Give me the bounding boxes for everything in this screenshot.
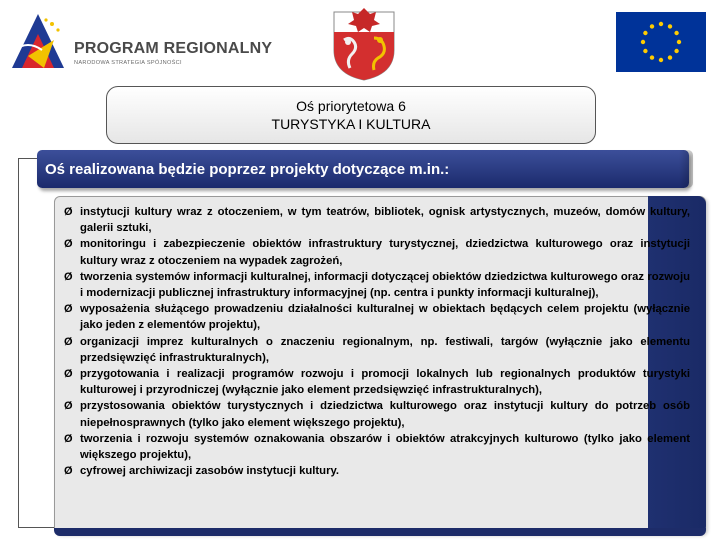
list-item-text: cyfrowej archiwizacji zasobów instytucji kultury. xyxy=(80,465,340,478)
connector-line-left xyxy=(18,158,19,528)
list-item xyxy=(64,463,690,479)
bullet-arrow-icon: Ø xyxy=(64,400,73,413)
list-item-text: tworzenia systemów informacji kulturalnej, informacji dotyczącej obiektów dziedzictwa kulturowego oraz rozwoju i modernizacji publicznej infrastruktury informacyjnej (np. centra i punkty informacji kulturalnej), xyxy=(80,270,690,300)
coat-of-arms-icon xyxy=(330,6,398,82)
list-item-text: wyposażenia służącego prowadzeniu działalności kulturalnej w obiektach będących celem projektu (wyłącznie jako jeden z elementów projektu), xyxy=(80,303,690,332)
list-item xyxy=(64,236,690,268)
list-item xyxy=(64,269,690,301)
list-item xyxy=(64,366,690,398)
bullet-arrow-icon: Ø xyxy=(64,303,73,316)
list-item-text: organizacji imprez kulturalnych o znaczeniu regionalnym, np. festiwali, targów (wyłącznie jako elementu przedsięwzięć infrastrukturalnych), xyxy=(80,335,690,364)
list-item-text: przystosowania obiektów turystycznych i dziedzictwa kulturowego oraz instytucji kultury do potrzeb osób niepełnosprawnych (tylko jako element większego projektu), xyxy=(80,400,690,429)
list-item-text: tworzenia i rozwoju systemów oznakowania obszarów i obiektów atrakcyjnych kulturowo (tylko jako element większego projektu), xyxy=(80,432,690,462)
connector-line-bottom xyxy=(18,527,56,528)
subtitle-bar: Oś realizowana będzie poprzez projekty dotyczące m.in.: xyxy=(37,150,689,188)
logo-subtitle: NARODOWA STRATEGIA SPÓJNOŚCI xyxy=(74,60,182,66)
bullet-arrow-icon: Ø xyxy=(64,368,73,381)
project-list xyxy=(64,204,690,479)
bullet-arrow-icon: Ø xyxy=(64,465,73,478)
list-item xyxy=(64,204,690,236)
program-regionalny-logo-icon xyxy=(8,10,66,72)
header xyxy=(0,0,720,80)
content-bottom-bar xyxy=(54,528,706,536)
bullet-arrow-icon: Ø xyxy=(64,432,73,445)
list-item-text: przygotowania i realizacji programów rozwoju i promocji lokalnych lub regionalnych produktów turystyki kulturowej i przyrodniczej (wyłącznie jako element przedsięwzięć infrastrukturalnych), xyxy=(80,368,690,397)
list-item-text: monitoringu i zabezpieczenie obiektów infrastruktury turystycznej, dziedzictwa kulturowego oraz instytucji kultury wraz z otoczeniem na wypadek zagrożeń, xyxy=(80,238,690,267)
list-item-text: instytucji kultury wraz z otoczeniem, w tym teatrów, bibliotek, ognisk artystycznych, muzeów, domów kultury, galerii sztuki, xyxy=(80,206,690,235)
logo-title: PROGRAM REGIONALNY xyxy=(74,40,273,57)
list-item xyxy=(64,431,690,463)
section-title-line2: TURYSTYKA I KULTURA xyxy=(271,116,431,132)
section-title-line1: Oś priorytetowa 6 xyxy=(296,98,406,114)
section-title-box xyxy=(106,86,596,144)
connector-line-top xyxy=(18,158,38,159)
eu-flag-icon xyxy=(616,12,706,72)
bullet-arrow-icon: Ø xyxy=(64,270,73,283)
bullet-arrow-icon: Ø xyxy=(64,238,73,251)
list-item xyxy=(64,398,690,430)
bullet-arrow-icon: Ø xyxy=(64,206,73,218)
program-regionalny-logo xyxy=(8,10,273,72)
list-item xyxy=(64,301,690,333)
bullet-arrow-icon: Ø xyxy=(64,335,73,348)
list-item xyxy=(64,334,690,366)
